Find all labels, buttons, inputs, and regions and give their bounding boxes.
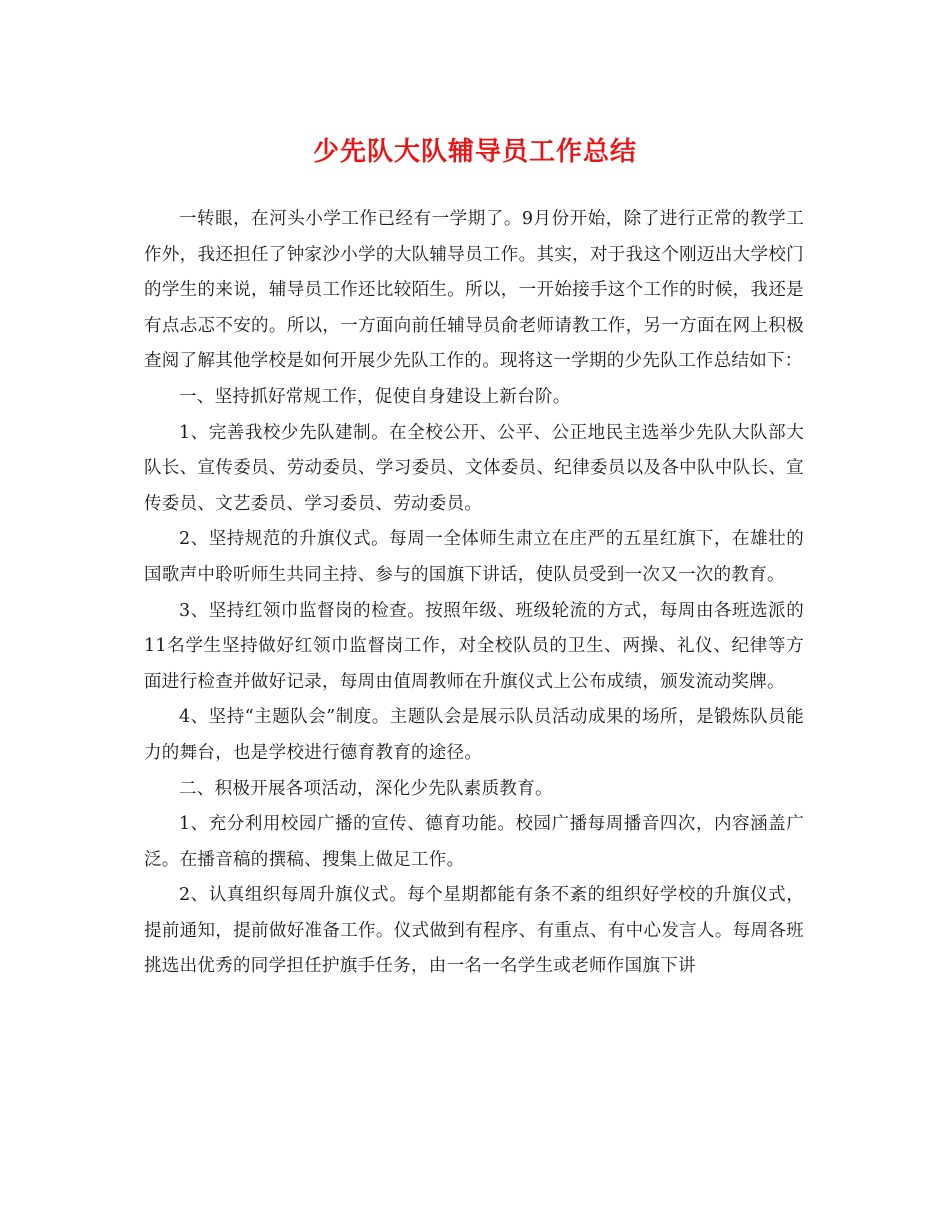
paragraph-item-2-2: 2、认真组织每周升旗仪式。每个星期都能有条不紊的组织好学校的升旗仪式，提前通知，提前做好准备工作。仪式做到有程序、有重点、有中心发言人。每周各班挑选出优秀的同学担任护旗手任务，由一名一名学生或老师作国旗下讲 — [144, 885, 804, 977]
document-body — [144, 202, 804, 985]
document-title: 少先队大队辅导员工作总结 — [312, 137, 637, 167]
paragraph-item-2-1: 1、充分利用校园广播的宣传、德育功能。校园广播每周播音四次，内容涵盖广泛。在播音稿的撰稿、搜集上做足工作。 — [144, 814, 804, 870]
section-heading-2: 二、积极开展各项活动，深化少先队素质教育。 — [179, 778, 553, 799]
paragraph-item-1-3: 3、坚持红领巾监督岗的检查。按照年级、班级轮流的方式，每周由各班选派的11名学生坚持做好红领巾监督岗工作，对全校队员的卫生、两操、礼仪、纪律等方面进行检查并做好记录，每周由值周教师在升旗仪式上公布成绩，颁发流动奖牌。 — [144, 600, 804, 692]
paragraph-item-1-4: 4、坚持“主题队会”制度。主题队会是展示队员活动成果的场所，是锻炼队员能力的舞台，也是学校进行德育教育的途径。 — [144, 707, 804, 763]
paragraph-item-1-1: 1、完善我校少先队建制。在全校公开、公平、公正地民主选举少先队大队部大队长、宣传委员、劳动委员、学习委员、文体委员、纪律委员以及各中队中队长、宣传委员、文艺委员、学习委员、劳动委员。 — [144, 422, 804, 514]
paragraph-item-1-2: 2、坚持规范的升旗仪式。每周一全体师生肃立在庄严的五星红旗下，在雄壮的国歌声中聆听师生共同主持、参与的国旗下讲话，使队员受到一次又一次的教育。 — [144, 529, 804, 585]
paragraph-intro: 一转眼，在河头小学工作已经有一学期了。9月份开始，除了进行正常的教学工作外，我还担任了钟家沙小学的大队辅导员工作。其实，对于我这个刚迈出大学校门的学生的来说，辅导员工作还比较陌生。所以，一开始接手这个工作的时候，我还是有点忐忑不安的。所以，一方面向前任辅导员俞老师请教工作，另一方面在网上积极查阅了解其他学校是如何开展少先队工作的。现将这一学期的少先队工作总结如下： — [144, 209, 804, 372]
section-heading-1: 一、坚持抓好常规工作，促使自身建设上新台阶。 — [179, 386, 571, 407]
